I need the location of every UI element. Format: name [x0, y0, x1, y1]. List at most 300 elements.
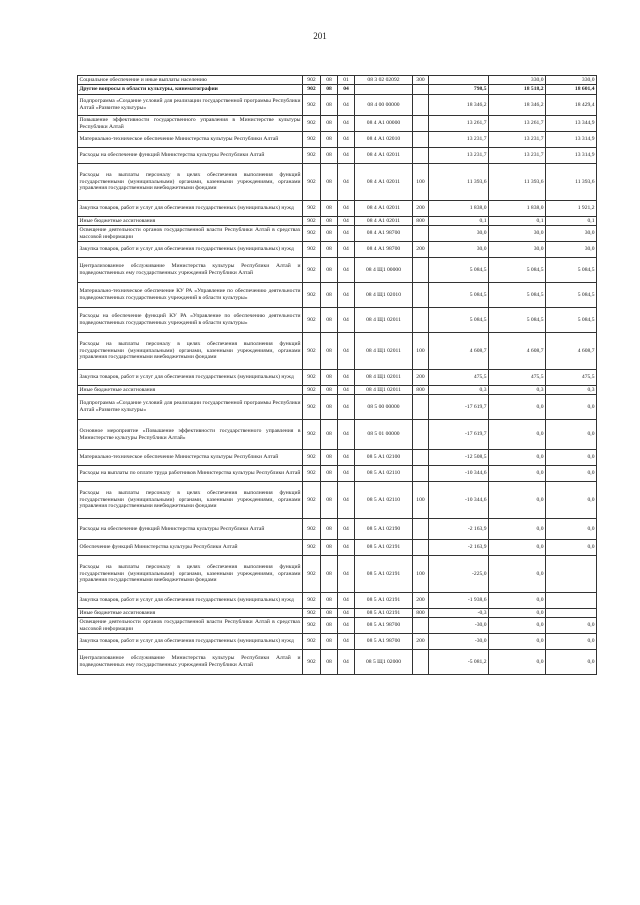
table-row	[78, 450, 597, 466]
subsection-code-cell: 04	[338, 201, 355, 217]
table-row	[78, 201, 597, 217]
amount-year-3-cell: 4 608,7	[546, 333, 597, 370]
page-number: 201	[313, 31, 327, 41]
amount-year-2-cell: 4 608,7	[489, 333, 546, 370]
ministry-code-cell: 902	[303, 609, 321, 618]
subsection-code-cell: 04	[338, 650, 355, 675]
expense-name-cell: Социальное обеспечение и иные выплаты населению	[78, 76, 303, 85]
target-article-cell: 08 4 А1 02011	[355, 148, 413, 164]
amount-change-cell: 13 261,7	[429, 116, 489, 132]
ministry-code-cell: 902	[303, 618, 321, 634]
expense-name-cell: Повышение эффективности государственного управления в Министерстве культуры Республики Алтай	[79, 116, 301, 130]
expense-name-cell: Закупка товаров, работ и услуг для обеспечения государственных (муниципальных) нужд	[78, 370, 303, 386]
amount-year-3-cell: 0,0	[546, 540, 597, 556]
expense-type-cell: 200	[413, 593, 429, 609]
expense-type-cell: 100	[413, 482, 429, 519]
target-article-cell: 08 4 А1 02011	[355, 201, 413, 217]
expense-name-cell: Расходы на выплаты персоналу в целях обеспечения выполнения функций государственными (муниципальными) органами, казенными учреждениями, органами управления государственными внебюджетными фондами	[78, 164, 303, 201]
amount-year-3-cell: 13 314,9	[546, 132, 597, 148]
expense-name-cell: Закупка товаров, работ и услуг для обеспечения государственных (муниципальных) нужд	[78, 634, 303, 650]
expense-type-cell	[413, 116, 429, 132]
table-row	[78, 540, 597, 556]
section-code-cell: 08	[321, 95, 338, 116]
expense-type-cell: 800	[413, 217, 429, 226]
expense-type-cell	[413, 283, 429, 308]
table-row	[78, 116, 597, 132]
subsection-code-cell: 04	[338, 370, 355, 386]
amount-year-3-cell: 30,0	[546, 242, 597, 258]
amount-year-2-cell: 5 084,5	[489, 308, 546, 333]
subsection-code-cell: 04	[338, 242, 355, 258]
expense-type-cell: 200	[413, 201, 429, 217]
section-code-cell: 08	[321, 164, 338, 201]
expense-type-cell	[413, 85, 429, 95]
ministry-code-cell: 902	[303, 148, 321, 164]
table-row	[78, 650, 597, 675]
amount-year-3-cell: 0,0	[546, 450, 597, 466]
expense-type-cell	[413, 540, 429, 556]
amount-year-2-cell: 0,0	[489, 466, 546, 482]
table-row	[78, 593, 597, 609]
target-article-cell: 08 5 00 00000	[355, 395, 413, 420]
ministry-code-cell: 902	[303, 308, 321, 333]
expense-name-cell: Обеспечение функций Министерства культуры Республики Алтай	[78, 540, 303, 556]
target-article-cell: 08 4 А1 98700	[355, 226, 413, 242]
section-code-cell: 08	[321, 519, 338, 540]
table-row	[78, 482, 597, 519]
subsection-code-cell: 04	[338, 482, 355, 519]
table-row	[78, 333, 597, 370]
table-row	[78, 386, 597, 395]
expense-type-cell	[413, 519, 429, 540]
section-code-cell: 08	[321, 634, 338, 650]
amount-year-3-cell: 0,0	[546, 482, 597, 519]
expense-name-cell: Иные бюджетные ассигнования	[78, 386, 303, 395]
subsection-code-cell: 04	[338, 540, 355, 556]
amount-year-2-cell: 0,0	[489, 395, 546, 420]
ministry-code-cell: 902	[303, 242, 321, 258]
expense-type-cell	[413, 132, 429, 148]
ministry-code-cell: 902	[303, 370, 321, 386]
subsection-code-cell: 04	[338, 556, 355, 593]
ministry-code-cell: 902	[303, 466, 321, 482]
amount-change-cell: 0,1	[429, 217, 489, 226]
ministry-code-cell: 902	[303, 226, 321, 242]
budget-table	[77, 75, 597, 675]
expense-name-cell: Подпрограмма «Создание условий для реализации государственной программы Республики Алтай «Развитие культуры»	[78, 95, 303, 116]
subsection-code-cell: 04	[338, 450, 355, 466]
expense-name-cell: Закупка товаров, работ и услуг для обеспечения государственных (муниципальных) нужд	[78, 201, 303, 217]
expense-name-cell: Расходы на обеспечение функций Министерства культуры Республики Алтай	[78, 148, 303, 164]
ministry-code-cell: 902	[303, 482, 321, 519]
expense-name-cell: Подпрограмма «Создание условий для реализации государственной программы Республики Алтай «Развитие культуры»	[78, 395, 303, 420]
amount-year-2-cell: 0,0	[489, 519, 546, 540]
expense-type-cell: 200	[413, 242, 429, 258]
ministry-code-cell: 902	[303, 333, 321, 370]
table-row	[78, 85, 597, 95]
expense-name-cell: Основное мероприятие «Повышение эффективности государственного управления в Министерстве культуры Республики Алтай»	[78, 420, 303, 450]
section-code-cell: 08	[321, 618, 338, 634]
ministry-code-cell: 902	[303, 258, 321, 283]
expense-type-cell	[413, 148, 429, 164]
amount-change-cell: 13 231,7	[429, 132, 489, 148]
ministry-code-cell: 902	[303, 201, 321, 217]
amount-year-3-cell: 0,1	[546, 217, 597, 226]
subsection-code-cell: 04	[338, 593, 355, 609]
expense-name-cell: Материально-техническое обеспечение КУ РА «Управление по обеспечению деятельности подведомственных государственных учреждений в области культуры»	[78, 283, 303, 308]
subsection-code-cell: 04	[338, 164, 355, 201]
amount-year-2-cell: 0,1	[489, 217, 546, 226]
amount-change-cell	[429, 76, 489, 85]
expense-name-cell: Материально-техническое обеспечение Министерства культуры Республики Алтай	[78, 450, 303, 466]
section-code-cell: 08	[321, 370, 338, 386]
section-code-cell: 08	[321, 420, 338, 450]
table-row	[78, 618, 597, 634]
ministry-code-cell: 902	[303, 76, 321, 85]
expense-name-cell: Иные бюджетные ассигнования	[78, 609, 303, 618]
amount-change-cell: 5 084,5	[429, 283, 489, 308]
table-row	[78, 217, 597, 226]
target-article-cell: 08 5 А1 02191	[355, 540, 413, 556]
subsection-code-cell: 04	[338, 333, 355, 370]
ministry-code-cell: 902	[303, 593, 321, 609]
subsection-code-cell: 04	[338, 634, 355, 650]
amount-year-2-cell: 18 518,2	[489, 85, 546, 95]
amount-year-2-cell: 13 231,7	[489, 132, 546, 148]
amount-year-2-cell: 330,0	[489, 76, 546, 85]
ministry-code-cell: 902	[303, 217, 321, 226]
subsection-code-cell: 04	[338, 519, 355, 540]
amount-year-2-cell: 0,0	[489, 609, 546, 618]
section-code-cell: 08	[321, 466, 338, 482]
amount-change-cell: 475,5	[429, 370, 489, 386]
subsection-code-cell: 04	[338, 226, 355, 242]
expense-name-cell: Централизованное обслуживание Министерства культуры Республики Алтай и подведомственных ему государственных учреждений Республики Алтай	[78, 258, 303, 283]
expense-type-cell	[413, 258, 429, 283]
subsection-code-cell: 04	[338, 308, 355, 333]
target-article-cell: 08 4 Щ1 02010	[355, 283, 413, 308]
expense-type-cell: 100	[413, 556, 429, 593]
target-article-cell: 08 5 А1 02191	[355, 609, 413, 618]
target-article-cell: 08 4 А1 02011	[355, 217, 413, 226]
amount-year-3-cell: 30,0	[546, 226, 597, 242]
amount-year-3-cell: 475,5	[546, 370, 597, 386]
amount-year-2-cell: 475,5	[489, 370, 546, 386]
subsection-code-cell: 04	[338, 95, 355, 116]
section-code-cell: 08	[321, 650, 338, 675]
amount-change-cell: -1 938,6	[429, 593, 489, 609]
expense-type-cell: 200	[413, 370, 429, 386]
amount-change-cell: -225,0	[429, 556, 489, 593]
table-row	[78, 466, 597, 482]
section-code-cell: 08	[321, 226, 338, 242]
expense-name-cell: Материально-техническое обеспечение Министерства культуры Республики Алтай	[78, 132, 303, 148]
amount-year-2-cell: 0,0	[489, 420, 546, 450]
amount-year-2-cell: 0,0	[489, 650, 546, 675]
target-article-cell: 08 4 Щ1 02011	[355, 308, 413, 333]
amount-year-2-cell: 0,0	[489, 540, 546, 556]
ministry-code-cell: 902	[303, 519, 321, 540]
expense-type-cell: 100	[413, 164, 429, 201]
amount-change-cell: -12 508,5	[429, 450, 489, 466]
target-article-cell: 08 4 Щ1 00000	[355, 258, 413, 283]
table-row	[78, 556, 597, 593]
amount-year-2-cell: 11 393,6	[489, 164, 546, 201]
ministry-code-cell: 902	[303, 420, 321, 450]
expense-type-cell: 800	[413, 609, 429, 618]
amount-year-2-cell: 1 838,0	[489, 201, 546, 217]
subsection-code-cell: 04	[338, 258, 355, 283]
amount-change-cell: -5 081,2	[429, 650, 489, 675]
target-article-cell: 08 4 00 00000	[355, 95, 413, 116]
amount-change-cell: -30,0	[429, 634, 489, 650]
amount-year-3-cell: 1 921,2	[546, 201, 597, 217]
amount-year-3-cell: 13 344,9	[546, 116, 597, 132]
ministry-code-cell: 902	[303, 540, 321, 556]
amount-year-3-cell: 330,0	[546, 76, 597, 85]
amount-year-3-cell	[546, 556, 597, 593]
expense-name-cell: Освещение деятельности органов государственной власти Республики Алтай в средствах массовой информации	[79, 618, 301, 632]
amount-year-2-cell: 30,0	[489, 226, 546, 242]
expense-type-cell: 100	[413, 333, 429, 370]
amount-year-3-cell: 0,3	[546, 386, 597, 395]
table-row	[78, 609, 597, 618]
amount-change-cell: -10 344,6	[429, 482, 489, 519]
subsection-code-cell: 01	[338, 76, 355, 85]
section-code-cell: 08	[321, 395, 338, 420]
target-article-cell: 08 5 А1 02100	[355, 450, 413, 466]
amount-year-3-cell: 18 601,4	[546, 85, 597, 95]
amount-change-cell: 30,0	[429, 226, 489, 242]
expense-name-cell: Освещение деятельности органов государственной власти Республики Алтай в средствах массовой информации	[79, 226, 301, 240]
expense-name-cell: Расходы на выплаты персоналу в целях обеспечения выполнения функций государственными (муниципальными) органами, казенными учреждениями, органами управления государственными внебюджетными фондами	[78, 482, 303, 519]
amount-year-3-cell	[546, 593, 597, 609]
amount-year-3-cell: 0,0	[546, 618, 597, 634]
target-article-cell: 08 5 А1 02110	[355, 482, 413, 519]
table-row	[78, 258, 597, 283]
amount-year-3-cell: 11 393,6	[546, 164, 597, 201]
section-code-cell: 08	[321, 76, 338, 85]
section-code-cell: 08	[321, 333, 338, 370]
amount-change-cell: 0,3	[429, 386, 489, 395]
expense-name-cell: Другие вопросы в области культуры, кинематографии	[78, 85, 303, 95]
amount-year-3-cell	[546, 609, 597, 618]
section-code-cell: 08	[321, 148, 338, 164]
table-row	[78, 226, 597, 242]
amount-change-cell: -30,0	[429, 618, 489, 634]
target-article-cell: 08 5 А1 02191	[355, 556, 413, 593]
amount-year-2-cell: 0,0	[489, 450, 546, 466]
amount-change-cell: 4 608,7	[429, 333, 489, 370]
amount-year-3-cell: 0,0	[546, 466, 597, 482]
amount-year-2-cell: 5 084,5	[489, 258, 546, 283]
section-code-cell: 08	[321, 283, 338, 308]
section-code-cell: 08	[321, 386, 338, 395]
subsection-code-cell: 04	[338, 466, 355, 482]
amount-year-2-cell: 0,0	[489, 556, 546, 593]
amount-change-cell: 18 346,2	[429, 95, 489, 116]
expense-type-cell	[413, 450, 429, 466]
expense-name-cell: Расходы на выплаты по оплате труда работников Министерства культуры Республики Алтай	[78, 466, 303, 482]
target-article-cell: 08 5 А1 02191	[355, 593, 413, 609]
amount-year-2-cell: 0,0	[489, 618, 546, 634]
amount-year-3-cell: 0,0	[546, 634, 597, 650]
table-row	[78, 242, 597, 258]
amount-change-cell: 1 838,0	[429, 201, 489, 217]
amount-change-cell: -17 619,7	[429, 395, 489, 420]
amount-change-cell: -10 344,6	[429, 466, 489, 482]
section-code-cell: 08	[321, 116, 338, 132]
amount-change-cell: 5 084,5	[429, 308, 489, 333]
amount-year-3-cell: 5 084,5	[546, 283, 597, 308]
amount-year-2-cell: 0,0	[489, 593, 546, 609]
expense-name-cell: Расходы на выплаты персоналу в целях обеспечения выполнения функций государственными (муниципальными) органами, казенными учреждениями, органами управления государственными внебюджетными фондами	[78, 556, 303, 593]
expense-type-cell: 200	[413, 634, 429, 650]
subsection-code-cell: 04	[338, 132, 355, 148]
expense-type-cell	[413, 420, 429, 450]
table-row	[78, 370, 597, 386]
target-article-cell: 08 5 А1 02190	[355, 519, 413, 540]
amount-year-2-cell: 0,3	[489, 386, 546, 395]
section-code-cell: 08	[321, 540, 338, 556]
section-code-cell: 08	[321, 217, 338, 226]
ministry-code-cell: 902	[303, 95, 321, 116]
amount-year-3-cell: 0,0	[546, 395, 597, 420]
target-article-cell: 08 4 Щ1 02011	[355, 386, 413, 395]
subsection-code-cell: 04	[338, 148, 355, 164]
expense-type-cell	[413, 618, 429, 634]
target-article-cell: 08 4 А1 98700	[355, 242, 413, 258]
amount-year-2-cell: 13 231,7	[489, 148, 546, 164]
ministry-code-cell: 902	[303, 650, 321, 675]
table-body	[78, 76, 597, 675]
expense-type-cell	[413, 226, 429, 242]
ministry-code-cell: 902	[303, 450, 321, 466]
subsection-code-cell: 04	[338, 217, 355, 226]
target-article-cell: 08 4 А1 02011	[355, 164, 413, 201]
expense-type-cell	[413, 395, 429, 420]
table-row	[78, 283, 597, 308]
section-code-cell: 08	[321, 593, 338, 609]
table-row	[78, 164, 597, 201]
section-code-cell: 08	[321, 242, 338, 258]
amount-year-2-cell: 0,0	[489, 482, 546, 519]
amount-change-cell: 11 393,6	[429, 164, 489, 201]
target-article-cell: 08 4 Щ1 02011	[355, 333, 413, 370]
amount-change-cell: 5 084,5	[429, 258, 489, 283]
amount-change-cell: -2 163,9	[429, 519, 489, 540]
amount-year-2-cell: 18 346,2	[489, 95, 546, 116]
target-article-cell: 08 5 Щ1 02000	[355, 650, 413, 675]
section-code-cell: 08	[321, 308, 338, 333]
amount-year-3-cell: 0,0	[546, 650, 597, 675]
table-row	[78, 148, 597, 164]
expense-name-cell: Расходы на обеспечение функций КУ РА «Управление по обеспечению деятельности подведомственных государственных учреждений в области культуры»	[78, 308, 303, 333]
ministry-code-cell: 902	[303, 556, 321, 593]
amount-year-2-cell: 30,0	[489, 242, 546, 258]
subsection-code-cell: 04	[338, 116, 355, 132]
ministry-code-cell: 902	[303, 116, 321, 132]
table-row	[78, 132, 597, 148]
expense-name-cell: Расходы на обеспечение функций Министерства культуры Республики Алтай	[78, 519, 303, 540]
amount-change-cell: -17 619,7	[429, 420, 489, 450]
section-code-cell: 08	[321, 609, 338, 618]
subsection-code-cell: 04	[338, 420, 355, 450]
expense-type-cell	[413, 650, 429, 675]
section-code-cell: 08	[321, 450, 338, 466]
amount-year-3-cell: 18 429,4	[546, 95, 597, 116]
expense-name-cell: Централизованное обслуживание Министерства культуры Республики Алтай и подведомственных ему государственных учреждений Республики Алтай	[78, 650, 303, 675]
table-row	[78, 76, 597, 85]
expense-type-cell	[413, 466, 429, 482]
table-row	[78, 519, 597, 540]
expense-name-cell: Закупка товаров, работ и услуг для обеспечения государственных (муниципальных) нужд	[78, 593, 303, 609]
ministry-code-cell: 902	[303, 85, 321, 95]
ministry-code-cell: 902	[303, 395, 321, 420]
amount-year-3-cell: 0,0	[546, 420, 597, 450]
target-article-cell: 08 4 А1 00000	[355, 116, 413, 132]
target-article-cell: 08 5 01 00000	[355, 420, 413, 450]
target-article-cell	[355, 85, 413, 95]
table-row	[78, 420, 597, 450]
subsection-code-cell: 04	[338, 283, 355, 308]
amount-change-cell: 798,5	[429, 85, 489, 95]
section-code-cell: 08	[321, 556, 338, 593]
target-article-cell: 08 5 А1 98700	[355, 634, 413, 650]
target-article-cell: 08 5 А1 02110	[355, 466, 413, 482]
target-article-cell: 08 5 А1 98700	[355, 618, 413, 634]
subsection-code-cell: 04	[338, 618, 355, 634]
expense-type-cell: 300	[413, 76, 429, 85]
amount-year-3-cell: 5 084,5	[546, 258, 597, 283]
section-code-cell: 08	[321, 85, 338, 95]
table-row	[78, 634, 597, 650]
amount-change-cell: 30,0	[429, 242, 489, 258]
ministry-code-cell: 902	[303, 283, 321, 308]
expense-name-cell: Иные бюджетные ассигнования	[78, 217, 303, 226]
table-row	[78, 308, 597, 333]
amount-year-3-cell: 0,0	[546, 519, 597, 540]
section-code-cell: 08	[321, 132, 338, 148]
expense-type-cell	[413, 308, 429, 333]
subsection-code-cell: 04	[338, 85, 355, 95]
table-row	[78, 395, 597, 420]
target-article-cell: 08 3 02 02092	[355, 76, 413, 85]
subsection-code-cell: 04	[338, 386, 355, 395]
expense-type-cell	[413, 95, 429, 116]
section-code-cell: 08	[321, 482, 338, 519]
section-code-cell: 08	[321, 201, 338, 217]
subsection-code-cell: 04	[338, 609, 355, 618]
ministry-code-cell: 902	[303, 386, 321, 395]
expense-type-cell: 800	[413, 386, 429, 395]
subsection-code-cell: 04	[338, 395, 355, 420]
expense-name-cell: Закупка товаров, работ и услуг для обеспечения государственных (муниципальных) нужд	[78, 242, 303, 258]
expense-name-cell: Расходы на выплаты персоналу в целях обеспечения выполнения функций государственными (муниципальными) органами, казенными учреждениями, органами управления государственными внебюджетными фондами	[78, 333, 303, 370]
target-article-cell: 08 4 Щ1 02011	[355, 370, 413, 386]
ministry-code-cell: 902	[303, 132, 321, 148]
table-row	[78, 95, 597, 116]
target-article-cell: 08 4 А1 02010	[355, 132, 413, 148]
amount-year-3-cell: 5 084,5	[546, 308, 597, 333]
amount-change-cell: -2 163,9	[429, 540, 489, 556]
amount-year-3-cell: 13 314,9	[546, 148, 597, 164]
amount-change-cell: -0,3	[429, 609, 489, 618]
section-code-cell: 08	[321, 258, 338, 283]
amount-year-2-cell: 0,0	[489, 634, 546, 650]
amount-change-cell: 13 231,7	[429, 148, 489, 164]
ministry-code-cell: 902	[303, 164, 321, 201]
